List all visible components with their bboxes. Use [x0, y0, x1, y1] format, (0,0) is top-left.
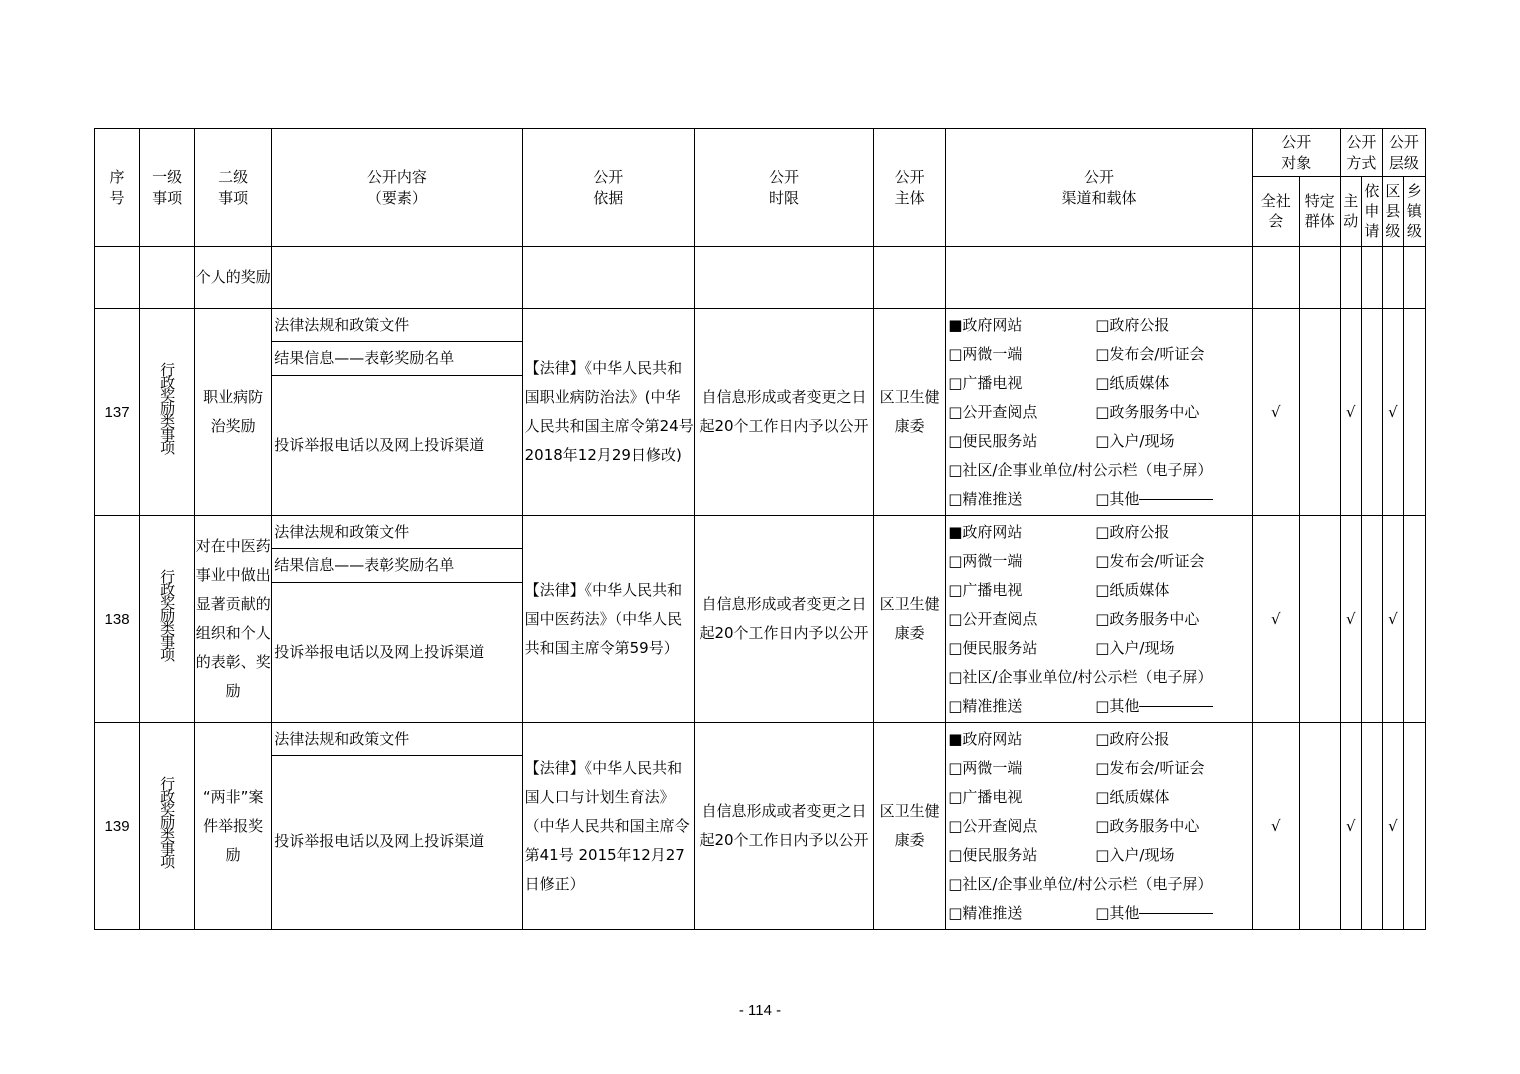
channel-service-station: □便民服务站 [948, 431, 1038, 450]
header-level1 [140, 129, 195, 247]
channel-broadcast: □广播电视 [948, 373, 1023, 392]
header-method-label: 公开方式 [1346, 133, 1377, 172]
header-basis [522, 129, 694, 247]
check-on-request [1361, 723, 1382, 930]
header-deadline [694, 129, 873, 247]
header-level2-label: 二级事项 [218, 168, 249, 207]
header-subject-line1: 公开 [894, 168, 925, 186]
row-basis [522, 723, 694, 930]
content-item: 投诉举报电话以及网上投诉渠道 [274, 436, 485, 454]
header-content-sub: （要素） [366, 189, 427, 207]
other-blank-line [1139, 485, 1213, 500]
channel-gov-gazette: □政府公报 [1095, 522, 1170, 541]
channel-service-center: □政务服务中心 [1095, 402, 1200, 421]
header-level [1382, 129, 1425, 177]
header-town [1403, 177, 1425, 247]
row-deadline [694, 309, 873, 516]
channel-other: □其他 [1095, 489, 1140, 508]
row-level2 [195, 309, 272, 516]
header-content-label: 公开内容 [366, 168, 427, 186]
check-all-society: √ [1252, 309, 1299, 516]
row-level1 [140, 723, 195, 930]
content-item: 结果信息——表彰奖励名单 [272, 549, 521, 583]
carryover-subject [874, 247, 946, 309]
row-basis-text: 【法律】《中华人民共和国人口与计划生育法》（中华人民共和国主席令第41号 2015年12月27日修正） [524, 758, 690, 893]
row-deadline [694, 516, 873, 723]
carryover-basis [522, 247, 694, 309]
header-row-1 [95, 129, 1426, 177]
row-seq: 138 [95, 516, 140, 723]
row-deadline [694, 723, 873, 930]
channel-press-conf: □发布会/听证会 [1095, 551, 1205, 570]
check-active: √ [1340, 516, 1361, 723]
channel-other: □其他 [1095, 696, 1140, 715]
page-number: - 114 - [738, 1002, 782, 1019]
check-district: √ [1382, 516, 1403, 723]
check-active: √ [1340, 309, 1361, 516]
carryover-town [1403, 247, 1425, 309]
channel-bulletin: □社区/企事业单位/村公示栏（电子屏） [948, 874, 1213, 893]
header-subject-line2: 主体 [894, 189, 925, 207]
channel-precise-push: □精准推送 [948, 903, 1023, 922]
channel-two-micro: □两微一端 [948, 551, 1023, 570]
header-seq-label: 序号 [109, 168, 125, 207]
carryover-request [1361, 247, 1382, 309]
channel-service-center: □政务服务中心 [1095, 816, 1200, 835]
channel-gov-site: ■政府网站 [948, 315, 1023, 334]
channel-service-station: □便民服务站 [948, 845, 1038, 864]
carryover-all [1252, 247, 1299, 309]
row-level2-text: 对在中医药事业中做出显著贡献的组织和个人的表彰、奖励 [195, 537, 271, 700]
channel-household: □入户/现场 [1095, 845, 1175, 864]
header-specific-group [1299, 177, 1340, 247]
row-basis [522, 309, 694, 516]
check-specific-group [1299, 723, 1340, 930]
header-specific-group-label: 特定群体 [1304, 192, 1335, 230]
header-district [1382, 177, 1403, 247]
content-item: 法律法规和政策文件 [272, 309, 521, 342]
disclosure-table [94, 128, 1426, 930]
header-basis-line2: 依据 [593, 189, 624, 207]
content-item: 投诉举报电话以及网上投诉渠道 [274, 643, 485, 661]
header-all-society-label: 全社会 [1260, 192, 1291, 230]
channel-household: □入户/现场 [1095, 431, 1175, 450]
row-deadline-text: 自信息形成或者变更之日起20个工作日内予以公开 [699, 595, 869, 642]
carryover-active [1340, 247, 1361, 309]
carryover-deadline [694, 247, 873, 309]
header-seq [95, 129, 140, 247]
check-town [1403, 309, 1425, 516]
channel-press-conf: □发布会/听证会 [1095, 758, 1205, 777]
row-level1 [140, 516, 195, 723]
channel-public-reading: □公开查阅点 [948, 402, 1038, 421]
table-row [95, 309, 1426, 516]
check-town [1403, 723, 1425, 930]
row-basis-text: 【法律】《中华人民共和国中医药法》（中华人民共和国主席令第59号） [524, 580, 683, 657]
header-on-request-label: 依申请 [1364, 182, 1380, 240]
row-subject [874, 723, 946, 930]
channel-paper-media: □纸质媒体 [1095, 787, 1170, 806]
check-town [1403, 516, 1425, 723]
check-specific-group [1299, 309, 1340, 516]
check-district: √ [1382, 309, 1403, 516]
row-subject-text: 区卫生健康委 [879, 595, 940, 642]
header-active-label: 主动 [1343, 192, 1359, 230]
row-level1-text: 行政奖励类事项 [158, 361, 177, 453]
channel-gov-site: ■政府网站 [948, 522, 1023, 541]
header-active [1340, 177, 1361, 247]
channel-public-reading: □公开查阅点 [948, 816, 1038, 835]
content-item: 结果信息——表彰奖励名单 [272, 342, 521, 376]
other-blank-line [1139, 899, 1213, 914]
row-subject [874, 516, 946, 723]
channel-household: □入户/现场 [1095, 638, 1175, 657]
row-deadline-text: 自信息形成或者变更之日起20个工作日内予以公开 [699, 388, 869, 435]
row-seq: 139 [95, 723, 140, 930]
header-channel [946, 129, 1252, 247]
header-subject [874, 129, 946, 247]
channel-public-reading: □公开查阅点 [948, 609, 1038, 628]
carryover-specific [1299, 247, 1340, 309]
row-channels [946, 723, 1252, 930]
check-specific-group [1299, 516, 1340, 723]
check-active: √ [1340, 723, 1361, 930]
channel-gov-site: ■政府网站 [948, 729, 1023, 748]
table-row [95, 723, 1426, 930]
other-blank-line [1139, 692, 1213, 707]
header-on-request [1361, 177, 1382, 247]
row-deadline-text: 自信息形成或者变更之日起20个工作日内予以公开 [699, 802, 869, 849]
channel-two-micro: □两微一端 [948, 758, 1023, 777]
header-town-label: 乡镇级 [1406, 182, 1422, 240]
channel-broadcast: □广播电视 [948, 580, 1023, 599]
carryover-seq [95, 247, 140, 309]
header-target-label: 公开对象 [1281, 133, 1312, 172]
channel-bulletin: □社区/企事业单位/村公示栏（电子屏） [948, 460, 1213, 479]
row-subject-text: 区卫生健康委 [879, 802, 940, 849]
channel-precise-push: □精准推送 [948, 696, 1023, 715]
header-channel-line2: 渠道和载体 [1061, 189, 1137, 207]
content-item: 投诉举报电话以及网上投诉渠道 [274, 832, 485, 850]
header-district-label: 区县级 [1385, 182, 1401, 240]
channel-precise-push: □精准推送 [948, 489, 1023, 508]
row-seq: 137 [95, 309, 140, 516]
row-contents [272, 723, 522, 930]
header-method [1340, 129, 1382, 177]
row-level1-text: 行政奖励类事项 [158, 568, 177, 660]
channel-press-conf: □发布会/听证会 [1095, 344, 1205, 363]
content-item: 法律法规和政策文件 [272, 516, 521, 549]
row-level2 [195, 723, 272, 930]
channel-paper-media: □纸质媒体 [1095, 580, 1170, 599]
content-item: 法律法规和政策文件 [272, 723, 521, 756]
row-basis [522, 516, 694, 723]
row-level2-text: “两非”案件举报奖励 [202, 787, 264, 864]
row-channels [946, 309, 1252, 516]
row-contents [272, 516, 522, 723]
row-level2-text: 职业病防治奖励 [203, 388, 264, 435]
channel-broadcast: □广播电视 [948, 787, 1023, 806]
header-deadline-line1: 公开 [769, 168, 800, 186]
header-basis-line1: 公开 [593, 168, 624, 186]
channel-bulletin: □社区/企事业单位/村公示栏（电子屏） [948, 667, 1213, 686]
check-all-society: √ [1252, 516, 1299, 723]
row-level1 [140, 309, 195, 516]
carryover-level1 [140, 247, 195, 309]
check-all-society: √ [1252, 723, 1299, 930]
channel-two-micro: □两微一端 [948, 344, 1023, 363]
check-on-request [1361, 309, 1382, 516]
header-level2 [195, 129, 272, 247]
carryover-level2 [195, 247, 272, 309]
row-level2 [195, 516, 272, 723]
channel-gov-gazette: □政府公报 [1095, 315, 1170, 334]
header-target [1252, 129, 1340, 177]
check-on-request [1361, 516, 1382, 723]
header-level1-label: 一级事项 [152, 168, 183, 207]
carryover-content [272, 247, 522, 309]
row-contents [272, 309, 522, 516]
header-all-society [1252, 177, 1299, 247]
channel-other: □其他 [1095, 903, 1140, 922]
row-subject-text: 区卫生健康委 [879, 388, 940, 435]
channel-paper-media: □纸质媒体 [1095, 373, 1170, 392]
carryover-row [95, 247, 1426, 309]
table-row [95, 516, 1426, 723]
carryover-channel [946, 247, 1252, 309]
header-content [272, 129, 522, 247]
check-district: √ [1382, 723, 1403, 930]
carryover-level2-text: 个人的奖励 [195, 268, 271, 286]
header-channel-line1: 公开 [1083, 168, 1114, 186]
carryover-district [1382, 247, 1403, 309]
header-level-label: 公开层级 [1388, 133, 1419, 172]
row-channels [946, 516, 1252, 723]
channel-service-station: □便民服务站 [948, 638, 1038, 657]
row-subject [874, 309, 946, 516]
channel-gov-gazette: □政府公报 [1095, 729, 1170, 748]
row-level1-text: 行政奖励类事项 [158, 775, 177, 867]
row-basis-text: 【法律】《中华人民共和国职业病防治法》(中华人民共和国主席令第24号 2018年12月29日修改) [524, 359, 694, 464]
header-deadline-line2: 时限 [769, 189, 800, 207]
channel-service-center: □政务服务中心 [1095, 609, 1200, 628]
